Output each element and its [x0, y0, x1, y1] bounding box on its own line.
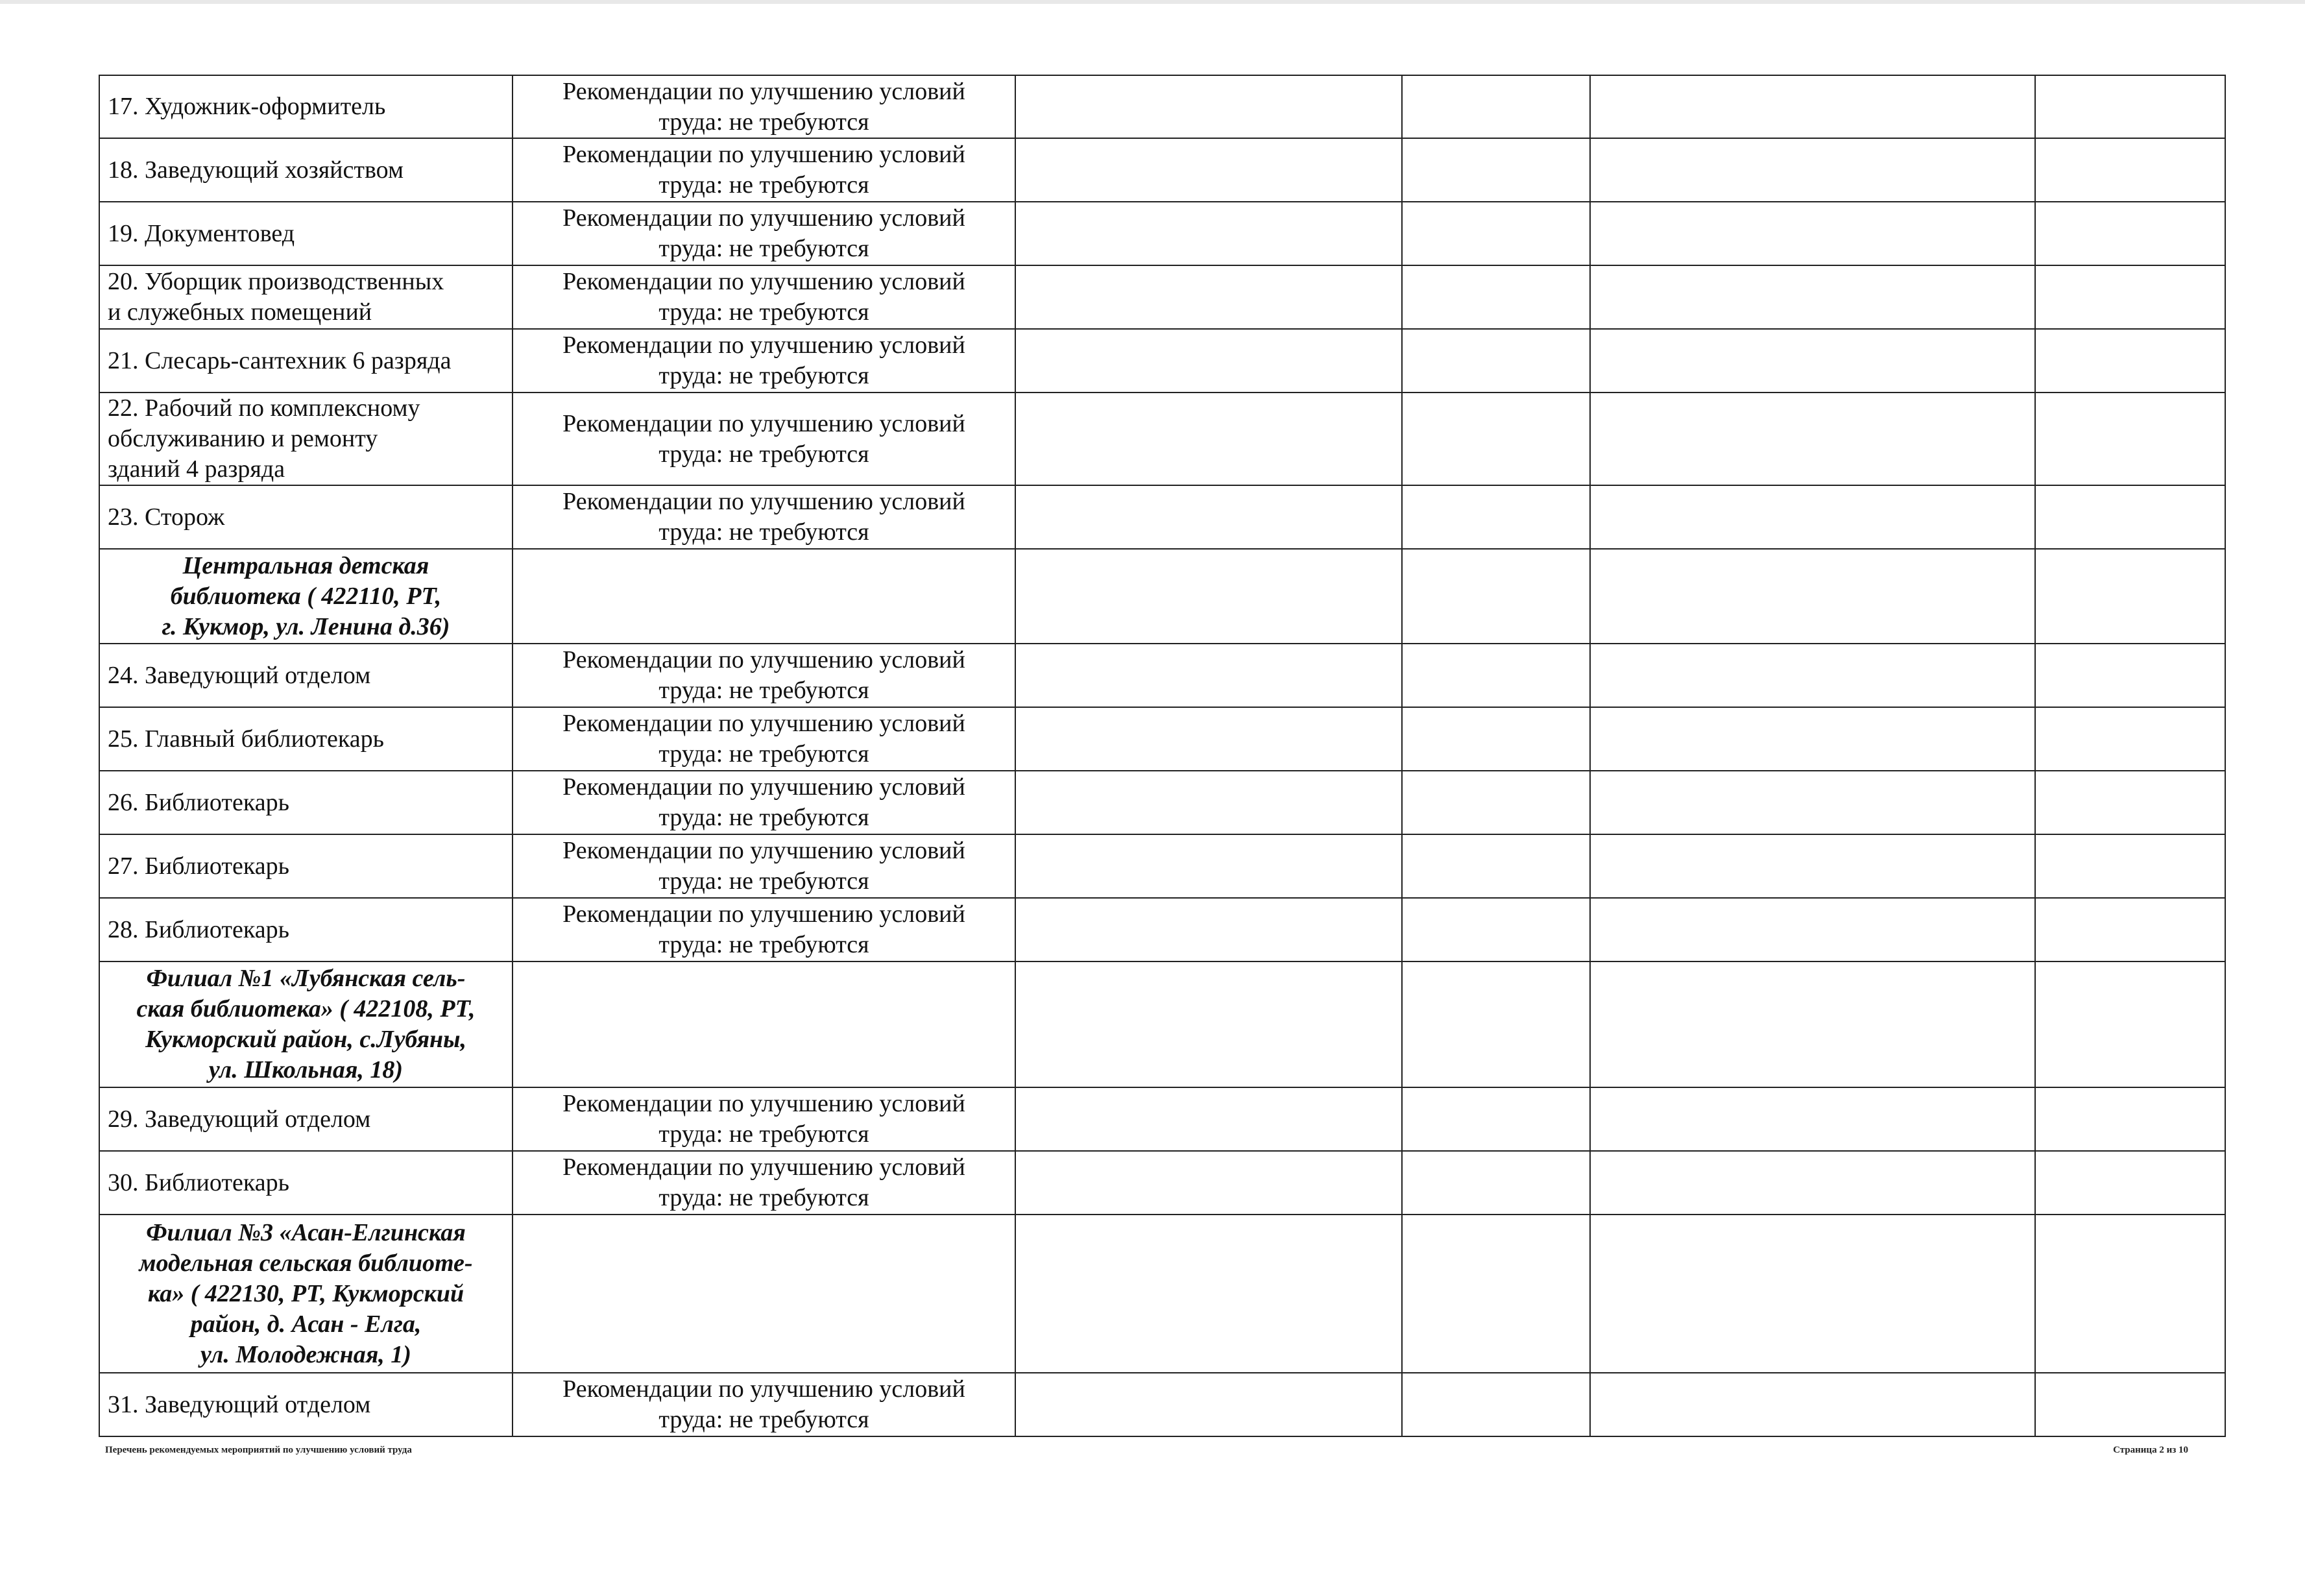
table-row: [99, 393, 2225, 485]
cell-text-line: труда: не требуются: [658, 171, 869, 199]
empty-cell: [1402, 834, 1590, 898]
cell-text-line: 21. Слесарь-сантехник 6 разряда: [108, 346, 452, 374]
cell-text-line: труда: не требуются: [658, 1184, 869, 1211]
cell-text-line: труда: не требуются: [658, 1120, 869, 1148]
cell-text-line: 24. Заведующий отделом: [108, 661, 371, 689]
cell-text-line: 26. Библиотекарь: [108, 788, 289, 816]
empty-cell: [1590, 138, 2035, 202]
table-row: [99, 898, 2225, 961]
empty-cell: [1590, 393, 2035, 485]
empty-cell: [2035, 707, 2225, 771]
empty-cell: [1402, 1087, 1590, 1151]
cell-text-line: ул. Школьная, 18): [208, 1056, 404, 1083]
empty-cell: [1402, 1215, 1590, 1373]
recommendation-cell: [513, 834, 1015, 898]
empty-cell: [1590, 898, 2035, 961]
empty-cell: [1590, 1215, 2035, 1373]
position-cell: [99, 834, 513, 898]
empty-cell: [1402, 265, 1590, 329]
table-row: [99, 1151, 2225, 1215]
empty-cell: [1590, 329, 2035, 393]
scan-edge: [0, 0, 2305, 4]
recommendation-cell: [513, 1373, 1015, 1436]
cell-text-line: Рекомендации по улучшению условий: [562, 268, 965, 295]
empty-cell: [1402, 485, 1590, 549]
recommendation-cell: [513, 961, 1015, 1087]
table-row: [99, 265, 2225, 329]
recommendation-cell: [513, 644, 1015, 707]
cell-text-line: Рекомендации по улучшению условий: [562, 77, 965, 105]
cell-text-line: труда: не требуются: [658, 931, 869, 958]
position-cell: [99, 393, 513, 485]
empty-cell: [2035, 485, 2225, 549]
empty-cell: [1402, 1373, 1590, 1436]
empty-cell: [1015, 898, 1402, 961]
cell-text-line: ул. Молодежная, 1): [200, 1340, 411, 1368]
cell-text-line: Филиал №3 «Асан-Елгинская: [146, 1218, 466, 1246]
cell-text-line: 29. Заведующий отделом: [108, 1105, 371, 1133]
section-title-cell: [99, 549, 513, 644]
cell-text-line: обслуживанию и ремонту: [108, 425, 378, 452]
empty-cell: [1590, 75, 2035, 138]
empty-cell: [1402, 202, 1590, 265]
cell-text-line: Рекомендации по улучшению условий: [562, 773, 965, 801]
cell-text-line: 27. Библиотекарь: [108, 852, 289, 880]
cell-text-line: Рекомендации по улучшению условий: [562, 409, 965, 437]
empty-cell: [2035, 1087, 2225, 1151]
cell-text-line: труда: не требуются: [658, 440, 869, 468]
empty-cell: [1015, 202, 1402, 265]
recommendation-cell: [513, 1215, 1015, 1373]
recommendation-cell: [513, 1087, 1015, 1151]
recommendation-cell: [513, 265, 1015, 329]
empty-cell: [1402, 138, 1590, 202]
empty-cell: [2035, 1373, 2225, 1436]
section-header-row: [99, 1215, 2225, 1373]
position-cell: [99, 771, 513, 834]
cell-text-line: Рекомендации по улучшению условий: [562, 646, 965, 673]
table-row: [99, 202, 2225, 265]
empty-cell: [1402, 549, 1590, 644]
recommendation-cell: [513, 138, 1015, 202]
table-row: [99, 834, 2225, 898]
cell-text-line: Рекомендации по улучшению условий: [562, 901, 965, 928]
cell-text-line: 30. Библиотекарь: [108, 1168, 289, 1196]
empty-cell: [1402, 898, 1590, 961]
cell-text-line: Центральная детская: [182, 551, 429, 579]
empty-cell: [1015, 644, 1402, 707]
cell-text-line: труда: не требуются: [658, 677, 869, 704]
cell-text-line: труда: не требуются: [658, 804, 869, 831]
empty-cell: [2035, 898, 2225, 961]
cell-text-line: 17. Художник-оформитель: [108, 93, 386, 120]
empty-cell: [1402, 75, 1590, 138]
cell-text-line: район, д. Асан - Елга,: [190, 1310, 422, 1338]
recommendation-cell: [513, 771, 1015, 834]
empty-cell: [1590, 644, 2035, 707]
empty-cell: [2035, 329, 2225, 393]
table-row: [99, 644, 2225, 707]
empty-cell: [1590, 265, 2035, 329]
measures-table: [99, 75, 2226, 1437]
cell-text-line: Рекомендации по улучшению условий: [562, 1090, 965, 1117]
table-row: [99, 707, 2225, 771]
empty-cell: [1402, 1151, 1590, 1215]
empty-cell: [2035, 1151, 2225, 1215]
cell-text-line: ка» ( 422130, РТ, Кукморский: [147, 1279, 465, 1307]
cell-text-line: г. Кукмор, ул. Ленина д.36): [162, 612, 450, 640]
empty-cell: [1402, 771, 1590, 834]
cell-text-line: 23. Сторож: [108, 503, 225, 531]
position-cell: [99, 75, 513, 138]
position-cell: [99, 898, 513, 961]
position-cell: [99, 485, 513, 549]
empty-cell: [1590, 202, 2035, 265]
empty-cell: [2035, 75, 2225, 138]
cell-text-line: 25. Главный библиотекарь: [108, 725, 384, 753]
cell-text-line: Рекомендации по улучшению условий: [562, 332, 965, 359]
empty-cell: [1015, 1151, 1402, 1215]
position-cell: [99, 138, 513, 202]
empty-cell: [1590, 961, 2035, 1087]
position-cell: [99, 329, 513, 393]
empty-cell: [1015, 485, 1402, 549]
empty-cell: [1590, 1151, 2035, 1215]
cell-text-line: Рекомендации по улучшению условий: [562, 837, 965, 864]
table-row: [99, 1087, 2225, 1151]
position-cell: [99, 1151, 513, 1215]
empty-cell: [2035, 644, 2225, 707]
empty-cell: [1015, 75, 1402, 138]
empty-cell: [2035, 834, 2225, 898]
position-cell: [99, 1373, 513, 1436]
section-title-cell: [99, 1215, 513, 1373]
cell-text-line: Рекомендации по улучшению условий: [562, 1154, 965, 1181]
section-header-row: [99, 549, 2225, 644]
empty-cell: [1402, 707, 1590, 771]
section-title-cell: [99, 961, 513, 1087]
recommendation-cell: [513, 75, 1015, 138]
recommendation-cell: [513, 485, 1015, 549]
empty-cell: [1015, 329, 1402, 393]
cell-text-line: 19. Документовед: [108, 219, 295, 247]
cell-text-line: труда: не требуются: [658, 867, 869, 895]
position-cell: [99, 644, 513, 707]
cell-text-line: труда: не требуются: [658, 235, 869, 262]
cell-text-line: Рекомендации по улучшению условий: [562, 488, 965, 515]
cell-text-line: 31. Заведующий отделом: [108, 1390, 371, 1418]
cell-text-line: труда: не требуются: [658, 740, 869, 768]
empty-cell: [1015, 961, 1402, 1087]
empty-cell: [2035, 549, 2225, 644]
table-row: [99, 1373, 2225, 1436]
table-row: [99, 329, 2225, 393]
position-cell: [99, 707, 513, 771]
empty-cell: [1590, 834, 2035, 898]
empty-cell: [1590, 549, 2035, 644]
cell-text-line: труда: не требуются: [658, 108, 869, 136]
recommendation-cell: [513, 393, 1015, 485]
cell-text-line: и служебных помещений: [108, 298, 372, 326]
recommendation-cell: [513, 898, 1015, 961]
recommendation-cell: [513, 1151, 1015, 1215]
cell-text-line: 28. Библиотекарь: [108, 915, 289, 943]
empty-cell: [1015, 1215, 1402, 1373]
table-row: [99, 75, 2225, 138]
empty-cell: [1590, 485, 2035, 549]
cell-text-line: модельная сельская библиоте-: [139, 1249, 473, 1277]
empty-cell: [2035, 138, 2225, 202]
cell-text-line: Филиал №1 «Лубянская сель-: [146, 965, 466, 992]
cell-text-line: труда: не требуются: [658, 362, 869, 389]
empty-cell: [1402, 961, 1590, 1087]
cell-text-line: ская библиотека» ( 422108, РТ,: [136, 995, 476, 1022]
recommendation-cell: [513, 549, 1015, 644]
empty-cell: [2035, 1215, 2225, 1373]
cell-text-line: Рекомендации по улучшению условий: [562, 710, 965, 737]
empty-cell: [1590, 1087, 2035, 1151]
cell-text-line: Кукморский район, с.Лубяны,: [145, 1026, 466, 1053]
empty-cell: [1015, 549, 1402, 644]
empty-cell: [1015, 265, 1402, 329]
position-cell: [99, 265, 513, 329]
empty-cell: [1402, 393, 1590, 485]
empty-cell: [1015, 834, 1402, 898]
section-header-row: [99, 961, 2225, 1087]
cell-text-line: библиотека ( 422110, РТ,: [170, 582, 442, 610]
recommendation-cell: [513, 707, 1015, 771]
cell-text-line: труда: не требуются: [658, 298, 869, 326]
empty-cell: [2035, 771, 2225, 834]
cell-text-line: 20. Уборщик производственных: [108, 268, 444, 295]
cell-text-line: труда: не требуются: [658, 518, 869, 546]
cell-text-line: 18. Заведующий хозяйством: [108, 156, 404, 184]
recommendation-cell: [513, 202, 1015, 265]
table-body: [99, 75, 2225, 1436]
empty-cell: [1015, 138, 1402, 202]
page-number: Страница 2 из 10: [2113, 1445, 2188, 1455]
cell-text-line: труда: не требуются: [658, 1406, 869, 1433]
table-row: [99, 485, 2225, 549]
table-row: [99, 138, 2225, 202]
empty-cell: [1015, 771, 1402, 834]
empty-cell: [2035, 265, 2225, 329]
empty-cell: [1015, 1087, 1402, 1151]
cell-text-line: зданий 4 разряда: [108, 455, 285, 483]
empty-cell: [2035, 202, 2225, 265]
empty-cell: [1590, 707, 2035, 771]
position-cell: [99, 1087, 513, 1151]
empty-cell: [1015, 707, 1402, 771]
empty-cell: [2035, 393, 2225, 485]
empty-cell: [1015, 1373, 1402, 1436]
recommendation-cell: [513, 329, 1015, 393]
cell-text-line: 22. Рабочий по комплексному: [108, 394, 420, 422]
empty-cell: [1590, 771, 2035, 834]
empty-cell: [1402, 329, 1590, 393]
empty-cell: [2035, 961, 2225, 1087]
empty-cell: [1402, 644, 1590, 707]
cell-text-line: Рекомендации по улучшению условий: [562, 1375, 965, 1403]
position-cell: [99, 202, 513, 265]
empty-cell: [1015, 393, 1402, 485]
footer-title: Перечень рекомендуемых мероприятий по улучшению условий труда: [105, 1445, 412, 1455]
table-row: [99, 771, 2225, 834]
empty-cell: [1590, 1373, 2035, 1436]
cell-text-line: Рекомендации по улучшению условий: [562, 204, 965, 232]
cell-text-line: Рекомендации по улучшению условий: [562, 141, 965, 168]
